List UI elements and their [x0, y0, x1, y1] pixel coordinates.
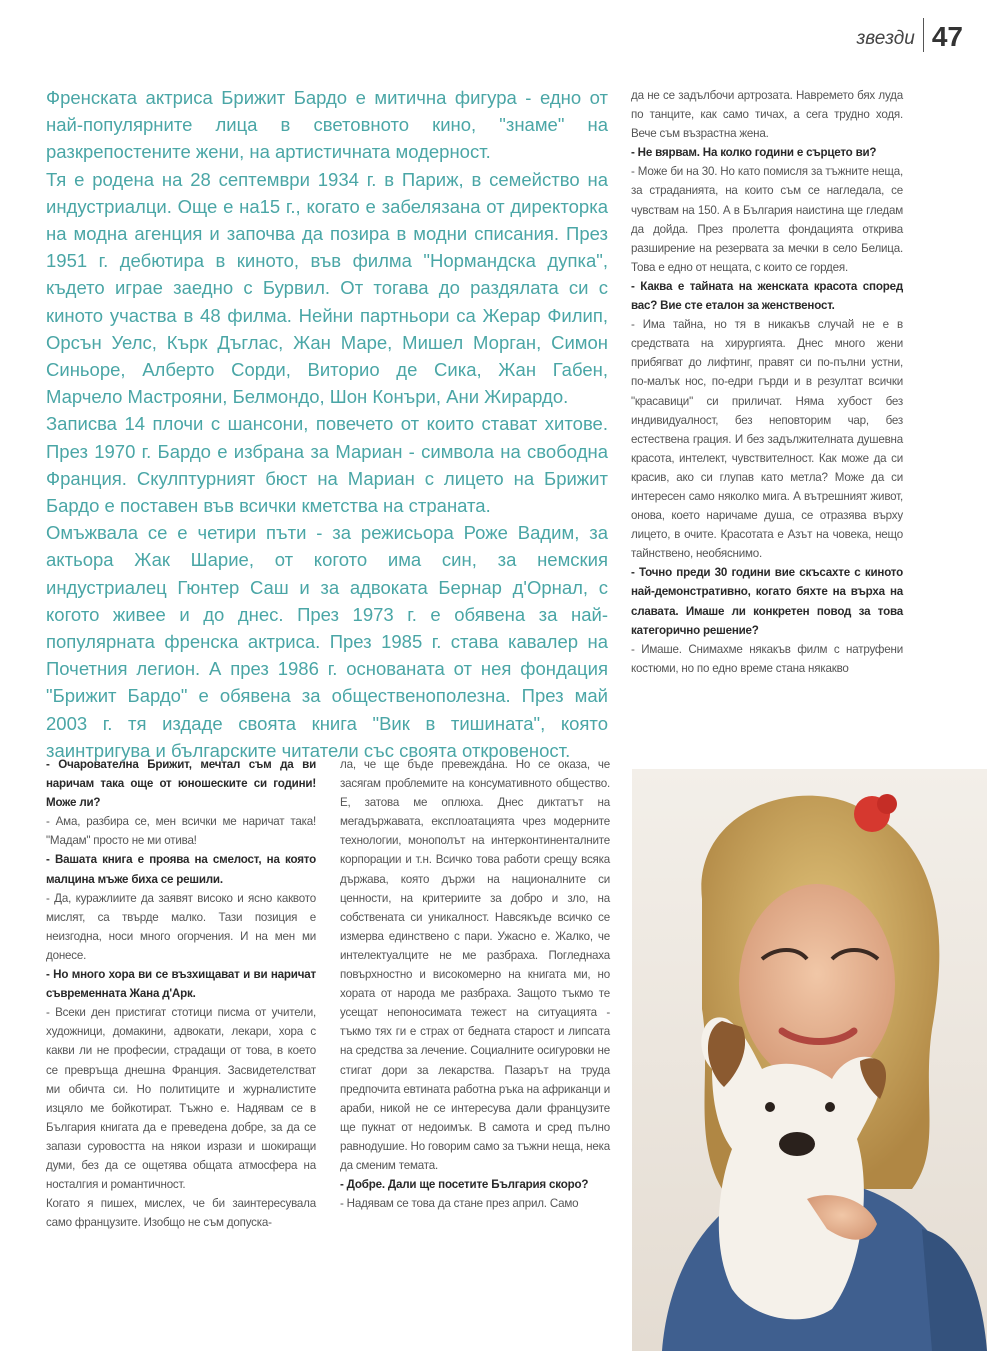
answer: Когато я пишех, мислех, че би заинтересувала само французите. Изобщо не съм допуска- [46, 1197, 316, 1230]
answer: - Има тайна, но тя в никакъв случай не е в средствата на хирургията. Днес много жени прибягват до лифтинг, правят си по-пълни устни, по-малък нос, по-едри гърди и в резултат всички "красавици" си приличат. Няма хубост без индивидуалност, без неповторим чар, без естествена грация. И без задължителната душевна красота, интелект, чувствителност. Как може да си красив, ако си глупав като метла? Може да си интересен само няколко мига. А вътрешният живот, онова, което наричаме душа, се отразява върху лицето, в очите. Красотата е Азът на човека, нещо тайнствено, необяснимо. [631, 318, 903, 561]
answer: - Всеки ден пристигат стотици писма от учители, художници, домакини, адвокати, лекари, хора с какви ли не професии, страдащи от това, в което се превръща днешна Франция. Засвидетелстват ми обичта си. Но политиците и журналистите изцяло ме бойкотират. Тъжно е. Надявам се в България книгата да е преведена добре, за да се запази суровостта на някои изрази и шокиращи думи, без да се ощетява общата атмосфера на носталгия и романтичност. [46, 1006, 316, 1192]
answer: - Може би на 30. Но като помисля за тъжните неща, за страданията, на които съм се нагледала, се чувствам на 150. А в България наистина ще гледам да дойда. През пролетта фондацията открива разширение на резервата за мечки в село Белица. Това е едно от нещата, с които се гордея. [631, 165, 903, 274]
answer: - Имаше. Снимахме някакъв филм с натруфени костюми, но по едно време стана някакво [631, 642, 903, 675]
page-header [856, 18, 963, 52]
lead-text [46, 84, 608, 764]
question: - Точно преди 30 години вие скъсахте с киното най-демонстративно, когато бяхте на върха на славата. Имаше ли конкретен повод за това категорично решение? [631, 566, 903, 637]
lead-paragraph: Омъжвала се е четири пъти - за режисьора Роже Вадим, за актьора Жак Шарие, от когото има син, за немския индустриалец Гюнтер Саш и за адвоката Бернар д'Орнал, с когото живее и до днес. През 1973 г. е обявена за най-популярната френска актриса. През 1985 г. става кавалер на Почетния легион. А през 1986 г. основаната от нея фондация "Брижит Бардо" е обявена за общественополезна. През май 2003 г. тя издаде своята книга "Вик в тишината", която заинтригува и българските читатели със своята откровеност. [46, 522, 608, 761]
portrait-photo [632, 769, 987, 1351]
question: - Не вярвам. На колко години е сърцето ви? [631, 146, 877, 160]
answer: - Ама, разбира се, мен всички ме наричат така! "Мадам" просто не ми отива! [46, 815, 316, 848]
answer: да не се задълбочи артрозата. Навремето бях луда по танците, как само тичах, а сега трудно ходя. Вече съм възрастна жена. [631, 89, 903, 141]
header-divider [923, 18, 924, 52]
page-number: 47 [931, 21, 963, 52]
question: - Но много хора ви се възхищават и ви наричат съвременната Жана д'Арк. [46, 968, 316, 1001]
answer: - Да, куражлиите да заявят високо и ясно каквото мислят, са твърде малко. Тази позиция е неизгодна, носи много огорчения. И на мен ми донесе. [46, 891, 316, 962]
interview-column-left [46, 755, 316, 1232]
question: - Каква е тайната на женската красота според вас? Вие сте еталон за женственост. [631, 279, 903, 313]
portrait-illustration [632, 769, 987, 1351]
interview-column-middle [340, 755, 610, 1213]
lead-paragraph: Тя е родена на 28 септември 1934 г. в Париж, в семейство на индустриалци. Още е на15 г., когато е забелязана от директорка на модна агенция и започва да позира в модни списания. През 1951 г. дебютира в киното, във филма "Нормандска дупка", където играе заедно с Бурвил. От тогава до раздялата си с киното участва в 48 филма. Нейни партньори са Жерар Филип, Орсън Уелс, Кърк Дъглас, Жан Маре, Мишел Морган, Симон Синьоре, Алберто Сорди, Виторио де Сика, Жан Габен, Марчело Мастрояни, Белмондо, Шон Конъри, Ани Жирардо. [46, 168, 608, 408]
question: - Очарователна Брижит, мечтал съм да ви наричам така още от юношеските си години! Може ли? [46, 758, 316, 810]
question: - Вашата книга е проява на смелост, на която малцина мъже биха се решили. [46, 853, 316, 886]
section-label: звезди [856, 28, 915, 49]
interview-column-right [631, 86, 903, 678]
lead-paragraph: Записва 14 плочи с шансони, повечето от които стават хитове. През 1970 г. Бардо е избрана за Мариан - символа на свободна Франция. Скулптурният бюст на Мариан с лицето на Брижит Бардо е поставен във всички кметства на страната. [46, 413, 608, 517]
lead-paragraph: Френската актриса Брижит Бардо е митична фигура - едно от най-популярните лица в световното кино, "знаме" на разкрепостените жени, на артистичната модерност. [46, 87, 608, 163]
answer: ла, че ще бъде превеждана. Но се оказа, че засягам проблемите на консумативното общество. Е, затова ме оплюха. Днес диктатът на мегадържавата, експлоатацията чрез модерните технологии, монополът на интерконтиненталните корпорации и т.н. Всичко това работи срещу всяка държава, която държи на националните си ценности, на критериите за добро и зло, на собствената си уникалност. Навсякъде всичко се измерва единствено с пари. Ужасно е. Жалко, че интелектуалците не ме разбраха. Погледнаха повърхностно и високомерно на книгата ми, но хората от народа ме разбраха. Защото тъкмо те усещат непоносимата тежест на ситуацията - тъкмо тях ги е страх от бедната старост и липсата на средства за лечение. Социалните осигуровки не стигат дори за лекарства. Пазарът на труда предпочита евтината работна ръка на африканци и араби, никой не се интересува дали французите ще пукнат от недоимък. В самота и сред пълно равнодушие. Но говорим само за тъжни неща, нека да сменим темата. [340, 758, 610, 1172]
question: - Добре. Дали ще посетите България скоро? [340, 1178, 589, 1192]
answer: - Надявам се това да стане през април. Само [340, 1197, 579, 1211]
